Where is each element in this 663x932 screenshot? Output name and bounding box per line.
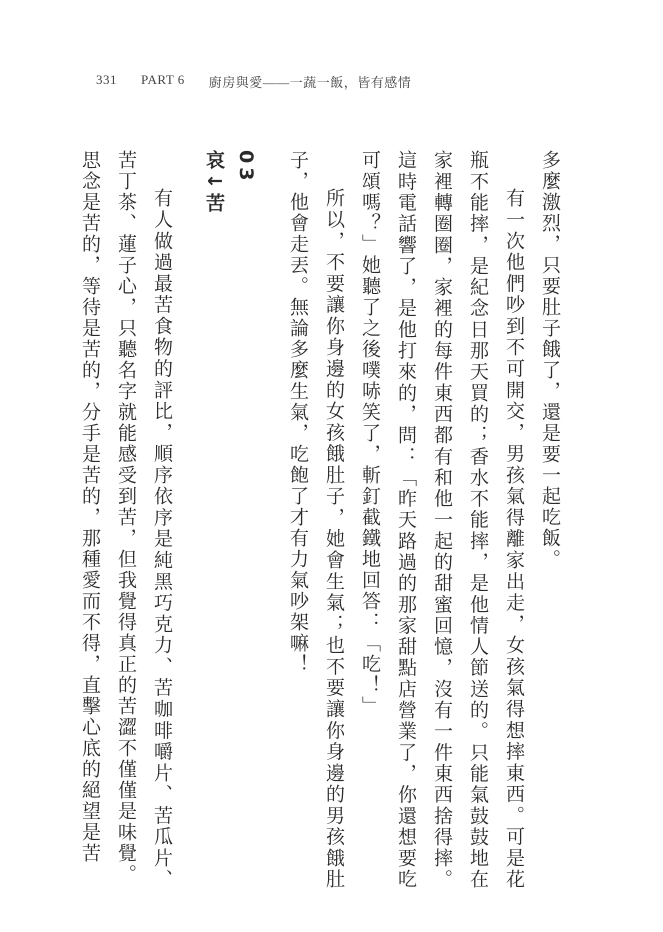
paragraph: 有人做過最苦食物的評比，順序依序是純黑巧克力、苦咖啡嚼片、苦瓜片、苦丁茶、蓮子心，只聽名字就能感受到苦，但我覺得真正的苦澀不僅僅是味覺。 xyxy=(115,150,173,890)
paragraph: 所以，不要讓你身邊的女孩餓肚子，她會生氣；也不要讓你身邊的男孩餓肚子，他會走丟。無論多麼生氣，吃飽了才有力氣吵架嘛！ xyxy=(287,150,345,890)
paragraph: 思念是苦的，等待是苦的，分手是苦的，那種愛而不得，直擊心底的絕望是苦 xyxy=(79,150,101,864)
paragraph: 多麼激烈，只要肚子餓了，還是要一起吃飯。 xyxy=(539,150,561,570)
page-number: 331 xyxy=(96,72,117,87)
section-heading xyxy=(198,150,262,890)
part-label: PART 6 xyxy=(141,72,185,87)
section-number: 03 xyxy=(235,150,257,185)
chapter-title: 廚房與愛——一蔬一飯，皆有感情 xyxy=(208,75,412,90)
article-body xyxy=(79,150,568,890)
running-header xyxy=(96,72,411,91)
section-title: 哀↓苦 xyxy=(203,150,225,216)
paragraph: 有一次他們吵到不可開交，男孩氣得離家出走，女孩氣得想摔東西。可是花瓶不能摔，是紀念日那天買的；香水不能摔，是他情人節送的。只能氣鼓鼓地在家裡轉圈圈，家裡的每件東西都有和他一起的甜蜜回憶，沒有一件東西捨得摔。這時電話響了，是他打來的，問：「昨天路過的那家甜點店營業了，你還想要吃可頌嗎？」她聽了之後噗哧笑了，斬釘截鐵地回答：「吃！」 xyxy=(359,150,525,890)
